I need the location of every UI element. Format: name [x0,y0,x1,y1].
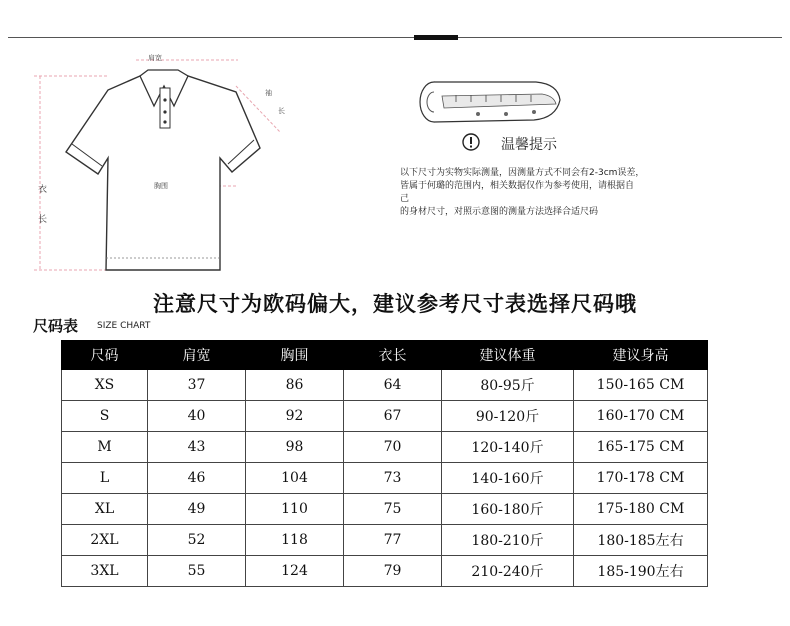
table-row [62,401,708,432]
cell-shoulder: 40 [148,401,246,432]
tips-body: 以下尺寸为实物实际测量，因测量方式不同会有2-3cm误差， 皆属于何璐的范围内，相关数据仅作为参考使用，请根据自 己 的身材尺寸，对照示意图的测量方法选择合适尺码 [400,168,645,217]
cell-height: 185-190左右 [574,556,708,587]
cell-size: XS [62,370,148,401]
cell-chest: 86 [246,370,344,401]
header-chest: 胸围 [246,341,344,370]
cell-shoulder: 43 [148,432,246,463]
length-label-top: 衣 [38,185,48,195]
cell-height: 175-180 CM [574,494,708,525]
table-row [62,556,708,587]
cell-weight: 140-160斤 [442,463,574,494]
measuring-tape-icon [416,78,566,126]
cell-size: 3XL [62,556,148,587]
table-row [62,463,708,494]
warning-icon [462,133,480,151]
cell-length: 75 [344,494,442,525]
cell-weight: 210-240斤 [442,556,574,587]
cell-length: 77 [344,525,442,556]
cell-weight: 90-120斤 [442,401,574,432]
cell-size: XL [62,494,148,525]
size-chart-table [61,340,708,587]
cell-shoulder: 55 [148,556,246,587]
tips-title: 温馨提示 [501,137,557,153]
table-row [62,432,708,463]
header-shoulder: 肩宽 [148,341,246,370]
sleeve-label-top: 袖 [265,89,272,97]
cell-weight: 80-95斤 [442,370,574,401]
size-notice-headline: 注意尺寸为欧码偏大，建议参考尺寸表选择尺码哦 [153,292,637,316]
cell-size: S [62,401,148,432]
top-divider [8,37,782,38]
header-height: 建议身高 [574,341,708,370]
cell-length: 70 [344,432,442,463]
cell-size: 2XL [62,525,148,556]
sleeve-label-bottom: 长 [278,107,285,115]
header-weight: 建议体重 [442,341,574,370]
cell-chest: 104 [246,463,344,494]
cell-chest: 98 [246,432,344,463]
cell-chest: 118 [246,525,344,556]
cell-height: 180-185左右 [574,525,708,556]
cell-chest: 110 [246,494,344,525]
table-header-row [62,341,708,370]
cell-chest: 92 [246,401,344,432]
cell-height: 160-170 CM [574,401,708,432]
cell-weight: 180-210斤 [442,525,574,556]
header-length: 衣长 [344,341,442,370]
cell-shoulder: 37 [148,370,246,401]
cell-weight: 120-140斤 [442,432,574,463]
cell-length: 67 [344,401,442,432]
cell-height: 170-178 CM [574,463,708,494]
table-row [62,525,708,556]
cell-length: 64 [344,370,442,401]
header-size: 尺码 [62,341,148,370]
table-row [62,370,708,401]
size-chart-subtitle: SIZE CHART [97,321,151,331]
cell-shoulder: 49 [148,494,246,525]
cell-length: 79 [344,556,442,587]
polo-shirt-diagram [28,48,308,278]
shoulder-label: 肩宽 [148,54,162,62]
size-chart-title: 尺码表 [33,317,79,335]
cell-height: 150-165 CM [574,370,708,401]
chest-label: 胸围 [154,182,168,190]
cell-height: 165-175 CM [574,432,708,463]
cell-weight: 160-180斤 [442,494,574,525]
table-row [62,494,708,525]
cell-size: L [62,463,148,494]
cell-shoulder: 46 [148,463,246,494]
length-label-bottom: 长 [38,215,48,225]
cell-shoulder: 52 [148,525,246,556]
top-divider-accent [414,35,458,40]
cell-chest: 124 [246,556,344,587]
cell-length: 73 [344,463,442,494]
cell-size: M [62,432,148,463]
